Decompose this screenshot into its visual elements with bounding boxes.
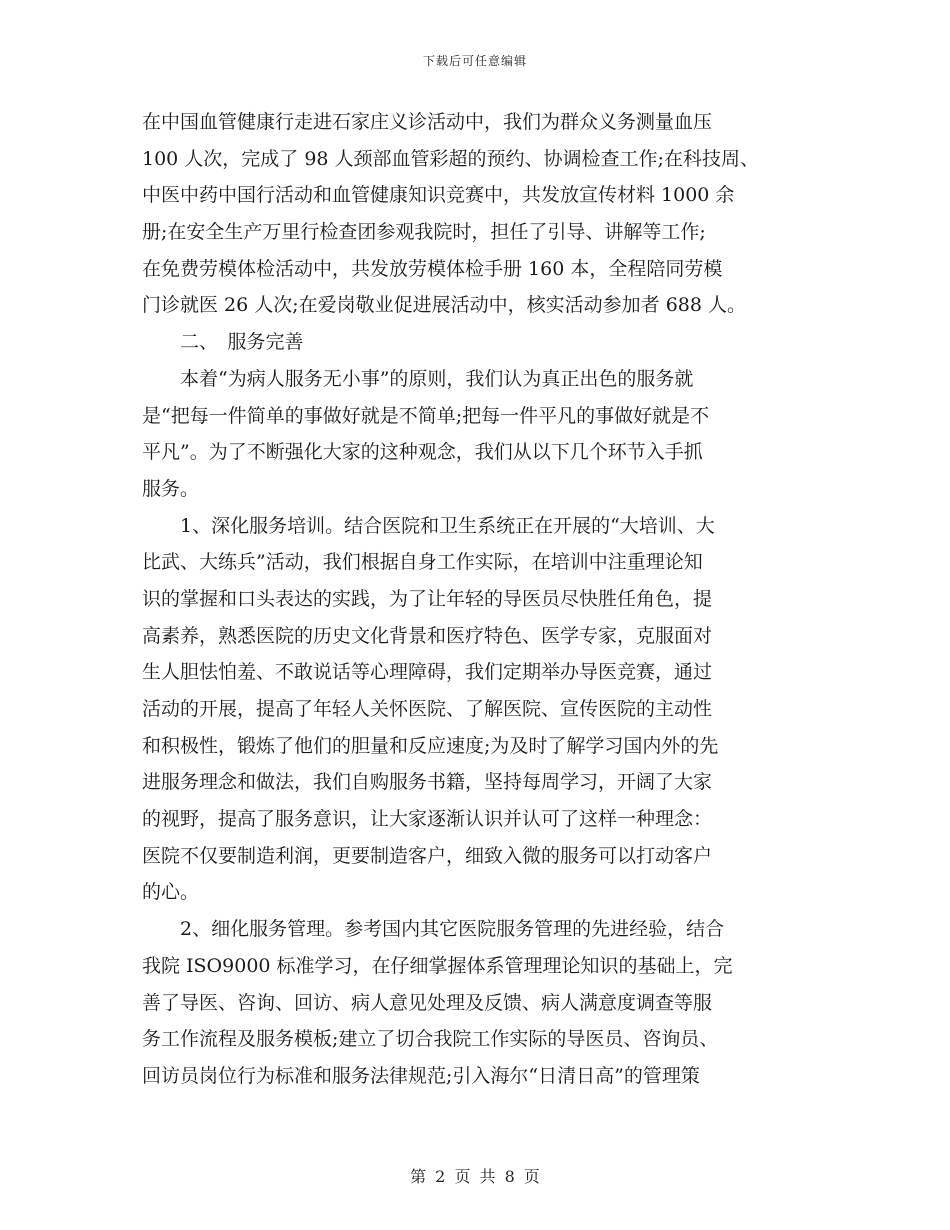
text-line: 服务。: [142, 477, 200, 500]
text-line: 100 人次，完成了 98 人颈部血管彩超的预约、协调检查工作;在科技周、: [142, 147, 759, 170]
text-line: 平凡”。为了不断强化大家的这种观念，我们从以下几个环节入手抓: [142, 441, 703, 464]
text-line: 1、深化服务培训。结合医院和卫生系统正在开展的“大培训、大: [142, 514, 715, 537]
text-line: 和积极性，锻炼了他们的胆量和反应速度;为及时了解学习国内外的先: [142, 734, 719, 757]
text-line: 识的掌握和口头表达的实践，为了让年轻的导医员尽快胜任角色，提: [142, 587, 713, 610]
text-line: 册;在安全生产万里行检查团参观我院时，担任了引导、讲解等工作;: [142, 221, 706, 244]
text-line: 在免费劳模体检活动中，共发放劳模体检手册 160 本，全程陪同劳模: [142, 257, 723, 280]
text-line: 2、细化服务管理。参考国内其它医院服务管理的先进经验，结合: [142, 918, 725, 941]
text-line: 生人胆怯怕羞、不敢说话等心理障碍，我们定期举办导医竞赛，通过: [142, 661, 713, 684]
text-line: 进服务理念和做法，我们自购服务书籍，坚持每周学习，开阔了大家: [142, 771, 713, 794]
text-line: 中医中药中国行活动和血管健康知识竞赛中，共发放宣传材料 1000 余: [142, 184, 735, 207]
text-line: 医院不仅要制造利润，更要制造客户，细致入微的服务可以打动客户: [142, 844, 713, 867]
text-line: 门诊就医 26 人次;在爱岗敬业促进展活动中，核实活动参加者 688 人。: [142, 294, 747, 317]
text-line: 的视野，提高了服务意识，让大家逐渐认识并认可了这样一种理念：: [142, 808, 713, 831]
text-line: 我院 ISO9000 标准学习，在仔细掌握体系管理理论知识的基础上，完: [142, 954, 733, 977]
document-body: [142, 104, 810, 1095]
text-line: 回访员岗位行为标准和服务法律规范;引入海尔“日清日高”的管理策: [142, 1064, 700, 1087]
page-number: 第 2 页 共 8 页: [410, 1167, 540, 1186]
page-header: 下载后可任意编辑: [422, 54, 527, 68]
section-heading: 二、 服务完善: [142, 331, 304, 354]
text-line: 善了导医、咨询、回访、病人意见处理及反馈、病人满意度调查等服: [142, 991, 713, 1014]
text-line: 的心。: [142, 881, 200, 904]
text-line: 本着“为病人服务无小事”的原则，我们认为真正出色的服务就: [142, 367, 694, 390]
text-line: 务工作流程及服务模板;建立了切合我院工作实际的导医员、咨询员、: [142, 1028, 719, 1051]
text-line: 高素养，熟悉医院的历史文化背景和医疗特色、医学专家，克服面对: [142, 624, 713, 647]
text-line: 活动的开展，提高了年轻人关怀医院、了解医院、宣传医院的主动性: [142, 698, 713, 720]
text-line: 在中国血管健康行走进石家庄义诊活动中，我们为群众义务测量血压: [142, 111, 713, 133]
text-line: 比武、大练兵”活动，我们根据自身工作实际，在培训中注重理论知: [142, 551, 703, 574]
text-line: 是“把每一件简单的事做好就是不简单;把每一件平凡的事做好就是不: [142, 404, 710, 427]
